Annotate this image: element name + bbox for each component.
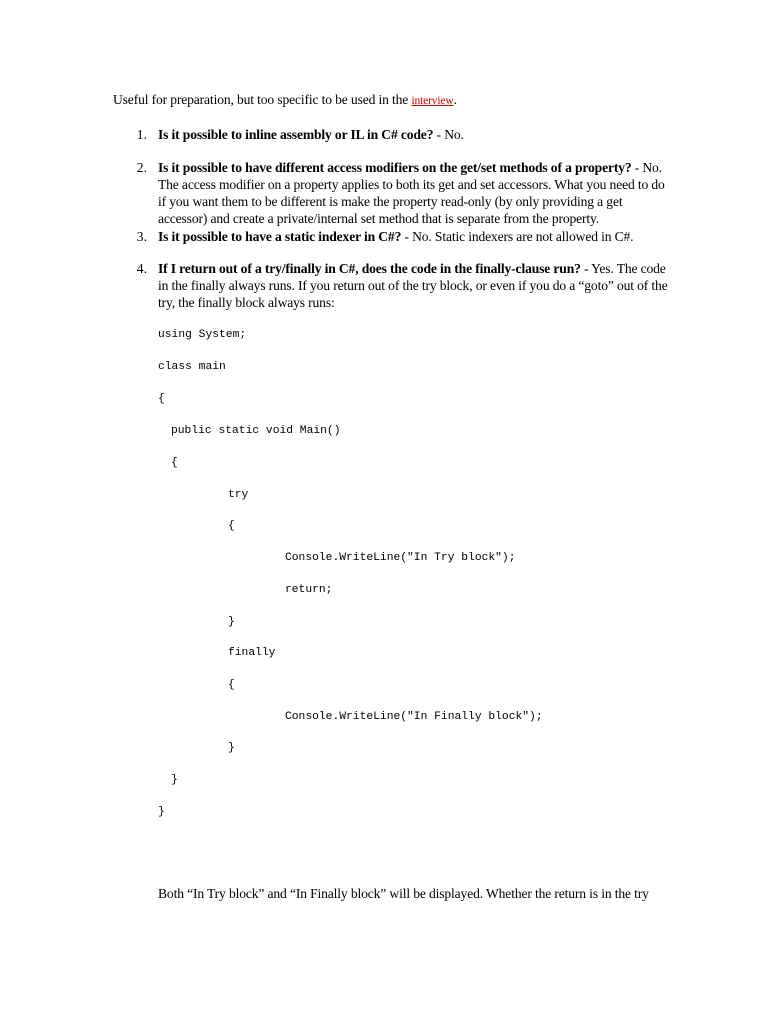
code-line: class main xyxy=(158,361,226,373)
code-line: using System; xyxy=(158,329,247,341)
code-line: } xyxy=(228,616,235,628)
code-line: { xyxy=(171,457,178,469)
question-4-answer-line: in the finally always runs. If you return out of the try block, or even if you do a “goto” out of the xyxy=(158,278,668,293)
closing-paragraph: Both “In Try block” and “In Finally block” will be displayed. Whether the return is in the try xyxy=(158,886,649,901)
question-1-answer: - No. xyxy=(433,127,464,142)
question-3-text: Is it possible to have a static indexer in C#? xyxy=(158,229,402,244)
question-4-answer-line: try, the finally block always runs: xyxy=(158,295,335,310)
code-line: try xyxy=(228,489,249,501)
question-1 xyxy=(158,126,464,143)
code-line: } xyxy=(228,742,235,754)
code-line: finally xyxy=(228,647,276,659)
intro-text: Useful for preparation, but too specific to be used in the xyxy=(113,92,412,107)
question-2-text: Is it possible to have different access modifiers on the get/set methods of a property? xyxy=(158,160,632,175)
intro-paragraph xyxy=(113,91,457,110)
question-2-answer: - No. xyxy=(631,160,662,175)
question-number-3: 3. xyxy=(136,229,147,244)
code-line: } xyxy=(158,806,165,818)
intro-end: . xyxy=(453,92,457,107)
question-2-answer-line: if you want them to be different is make the property read-only (by only providing a get xyxy=(158,194,623,209)
question-2 xyxy=(158,159,662,176)
question-number-1: 1. xyxy=(136,127,147,142)
question-2-answer-line: The access modifier on a property applies to both its get and set accessors. What you need to do xyxy=(158,177,665,192)
question-1-text: Is it possible to inline assembly or IL in C# code? xyxy=(158,127,434,142)
question-4-answer: - Yes. The code xyxy=(580,261,666,276)
code-line: { xyxy=(158,393,165,405)
question-3 xyxy=(158,228,633,245)
code-line: { xyxy=(228,520,235,532)
code-line: public static void Main() xyxy=(171,425,341,437)
question-number-2: 2. xyxy=(136,160,147,175)
interview-link[interactable]: interview xyxy=(411,95,454,107)
question-number-4: 4. xyxy=(136,261,147,276)
question-4 xyxy=(158,260,666,277)
code-line: { xyxy=(228,679,235,691)
code-line: } xyxy=(171,774,178,786)
question-2-answer-line: accessor) and create a private/internal set method that is separate from the property. xyxy=(158,211,600,226)
code-line: return; xyxy=(285,584,333,596)
code-line: Console.WriteLine("In Try block"); xyxy=(285,552,516,564)
question-3-answer: - No. Static indexers are not allowed in C#. xyxy=(401,229,634,244)
question-4-text: If I return out of a try/finally in C#, does the code in the finally-clause run? xyxy=(158,261,581,276)
code-line: Console.WriteLine("In Finally block"); xyxy=(285,711,543,723)
